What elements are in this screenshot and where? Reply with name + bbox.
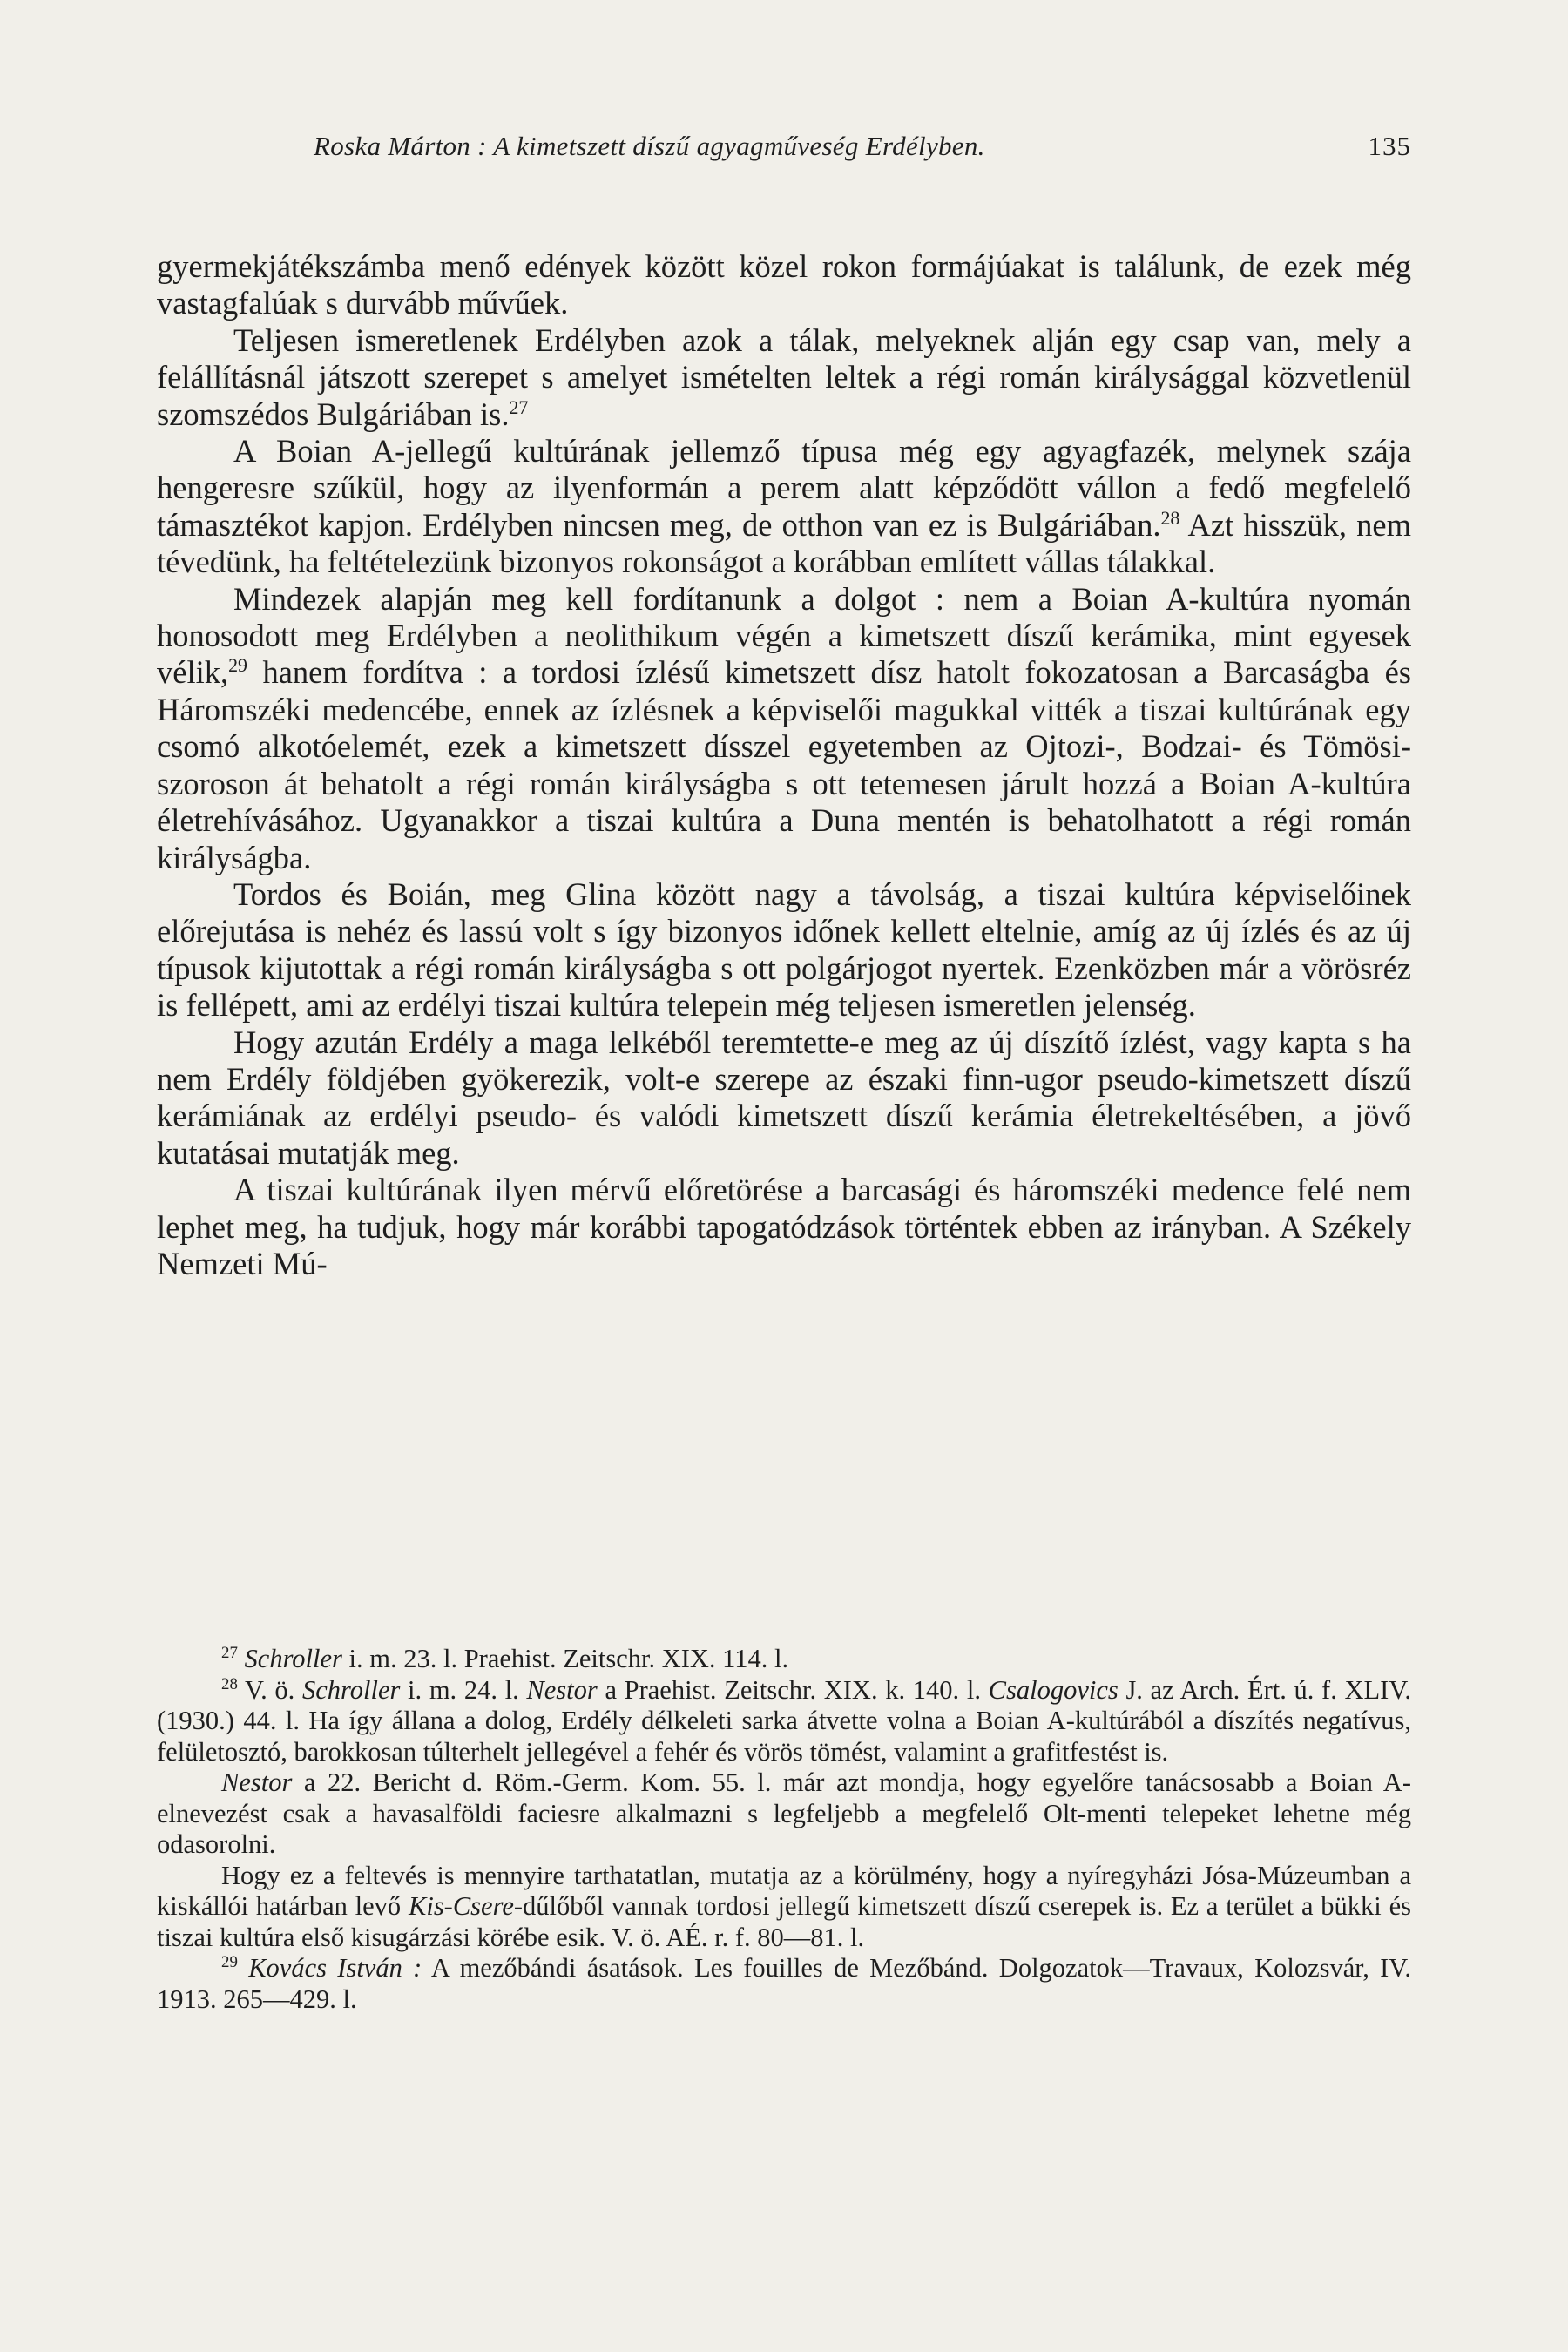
- footnote-27-mark: 27: [221, 1643, 238, 1662]
- footnote-28-author4: Nestor: [221, 1767, 293, 1797]
- footnote-29-mark: 29: [221, 1952, 238, 1971]
- footnote-28-text4a: Hogy ez a feltevés is mennyire tarthatatlan, mutatja az a körülmény, hogy a nyíregyházi Jósa-Múzeumban a kiskállói határban levő: [157, 1860, 1411, 1921]
- page-number: 135: [1368, 131, 1411, 161]
- paragraph-6: [157, 1024, 1411, 1173]
- footnotes: [157, 1644, 1411, 2015]
- paragraph-1-text: gyermekjátékszámba menő edények között közel rokon formájúakat is találunk, de ezek még vastagfalúak s durvább művűek.: [157, 248, 1411, 321]
- footnote-28-pre: V. ö.: [237, 1674, 302, 1705]
- footnote-28-text: a Praehist. Zeitschr. XIX. k. 140. l.: [597, 1674, 981, 1705]
- footnote-28-mid: i. m. 24. l.: [400, 1674, 527, 1705]
- footnote-ref-28[interactable]: 28: [1160, 506, 1180, 529]
- footnote-28-cont-1: [157, 1767, 1411, 1861]
- paragraph-5: [157, 876, 1411, 1024]
- paragraph-4: [157, 581, 1411, 876]
- paragraph-3: [157, 433, 1411, 581]
- footnote-ref-27[interactable]: 27: [509, 395, 529, 418]
- footnote-28-text3: a 22. Bericht d. Röm.-Germ. Kom. 55. l. már azt mondja, hogy egyelőre tanácsosabb a Boian A-elnevezést csak a havasalföldi faciesre alkalmazni s legfeljebb a megfelelő Olt-menti telepeket lehetne még odasorolni.: [157, 1767, 1411, 1859]
- paragraph-7: [157, 1172, 1411, 1282]
- footnote-29-author: Kovács István :: [248, 1953, 422, 1983]
- footnote-28-text4b: -dűlőből vannak tordosi jellegű kimetszett díszű cserepek is. Ez a terület a bükki és tiszai kultúra első kisugárzási körébe esik. V. ö. AÉ. r. f. 80—81. l.: [157, 1891, 1411, 1952]
- paragraph-3-text-a: A Boian A-jellegű kultúrának jellemző típusa még egy agyagfazék, melynek szája hengeresre szűkül, hogy az ilyenformán a perem alatt képződött vállon a fedő megfelelő támasztékot kapjon. Erdélyben nincsen meg, de otthon van ez is Bulgáriában.: [157, 433, 1411, 543]
- paragraph-4-text-b: hanem fordítva : a tordosi ízlésű kimetszett dísz hatolt fokozatosan a Barcaságba és Háromszéki medencébe, ennek az ízlésnek a képviselői magukkal vitték a tiszai kultúrának egy csomó alkotóelemét, ezek a kimetszett dísszel egyetemben az Ojtozi-, Bodzai- és Tömösi-szoroson át behatolt a régi román királyságba s ott tetemesen járult hozzá a Boian A-kultúra életrehívásához. Ugyanakkor a tiszai kultúra a Duna mentén is behatolhatott a régi román királyságba.: [157, 654, 1411, 875]
- footnote-27-text: i. m. 23. l. Praehist. Zeitschr. XIX. 114. l.: [341, 1644, 789, 1673]
- running-header: [157, 131, 1411, 162]
- paragraph-5-text: Tordos és Boián, meg Glina között nagy a távolság, a tiszai kultúra képviselőinek előrejutása is nehéz és lassú volt s így bizonyos időnek kellett eltelnie, amíg az új ízlés és az új típusok kijutottak a régi román királyságba s ott polgárjogot nyertek. Ezenközben már a vörösréz is fellépett, ami az erdélyi tiszai kultúra telepein még teljesen ismeretlen jelenség.: [157, 875, 1411, 1024]
- paragraph-3-text-b: Azt hisszük, nem tévedünk, ha feltételezünk bizonyos rokonságot a korábban említett vállas tálakkal.: [157, 506, 1411, 580]
- paragraph-2: [157, 322, 1411, 433]
- footnote-ref-29[interactable]: 29: [228, 654, 247, 677]
- footnote-28-cont-2: [157, 1861, 1411, 1954]
- footnote-27: [157, 1644, 1411, 1675]
- footnote-28-author: Schroller: [301, 1674, 401, 1705]
- paragraph-2-text: Teljesen ismeretlenek Erdélyben azok a tálak, melyeknek alján egy csap van, mely a felállításnál játszott szerepet s amelyet ismételten leltek a régi román királysággal közvetlenül szomszédos Bulgáriában is.: [157, 321, 1411, 432]
- main-text: [157, 248, 1411, 1282]
- paragraph-6-text: Hogy azután Erdély a maga lelkéből teremtette-e meg az új díszítő ízlést, vagy kapta s ha nem Erdély földjében gyökerezik, volt-e szerepe az északi finn-ugor pseudo-kimetszett díszű kerámiának az erdélyi pseudo- és valódi kimetszett díszű kerámia életrekeltésében, a jövő kutatásai mutatják meg.: [157, 1024, 1411, 1171]
- running-title: Roska Márton : A kimetszett díszű agyagműveség Erdélyben.: [314, 131, 985, 161]
- paragraph-7-text: A tiszai kultúrának ilyen mérvű előretörése a barcasági és háromszéki medence felé nem lephet meg, ha tudjuk, hogy már korábbi tapogatódzások történtek ebben az irányban. A Székely Nemzeti Mú-: [157, 1172, 1411, 1281]
- footnote-29-text: A mezőbándi ásatások. Les fouilles de Mezőbánd. Dolgozatok—Travaux, Kolozsvár, IV. 1913. 265—429. l.: [157, 1953, 1412, 2014]
- footnote-28-place: Kis-Csere: [409, 1891, 514, 1921]
- paragraph-1: [157, 248, 1411, 322]
- paragraph-4-text-a: Mindezek alapján meg kell fordítanunk a dolgot : nem a Boian A-kultúra nyomán honosodott meg Erdélyben a neolithikum végén a kimetszett díszű kerámika, mint egyesek vélik,: [157, 580, 1411, 691]
- footnote-28-author3: Csalogovics: [988, 1674, 1119, 1705]
- footnote-28-mark: 28: [221, 1674, 238, 1693]
- footnote-29: [157, 1953, 1411, 2015]
- footnote-28-text2: J. az Arch. Ért. ú. f. XLIV. (1930.) 44. l. Ha így állana a dolog, Erdély délkeleti sarka átvette volna a Boian A-kultúrából a díszítés negatívus, felületosztó, barokkosan túlterhelt jellegével a fehér és vörös tömést, valamint a grafitfestést is.: [157, 1674, 1412, 1767]
- footnote-28-author2: Nestor: [526, 1674, 598, 1705]
- footnote-27-author: Schroller: [244, 1644, 342, 1673]
- footnote-28: [157, 1675, 1411, 1768]
